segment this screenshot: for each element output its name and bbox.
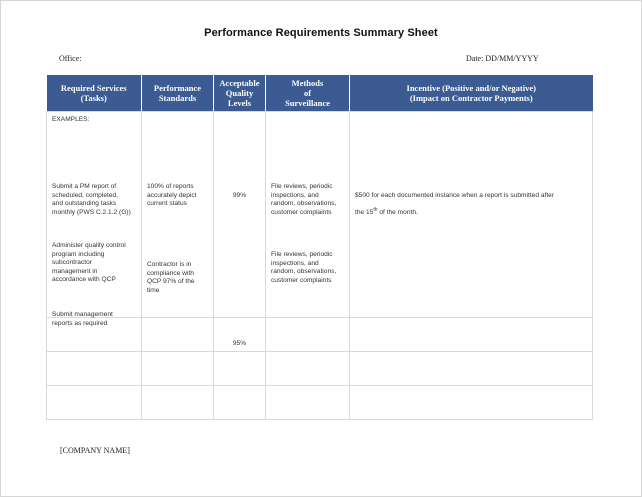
empty-cell[interactable]	[350, 318, 593, 352]
quality-level-99: 99%	[232, 192, 247, 199]
examples-label: EXAMPLES:	[52, 116, 90, 123]
empty-cell[interactable]	[266, 352, 350, 386]
empty-cell[interactable]	[214, 386, 266, 420]
empty-cell[interactable]	[47, 318, 142, 352]
empty-cell[interactable]	[142, 386, 214, 420]
empty-cell[interactable]	[47, 352, 142, 386]
office-label: Office:	[59, 54, 82, 63]
task-quality-control: Administer quality control program including subcontractor management in accordance with QCP	[52, 242, 126, 284]
examples-row	[47, 112, 593, 318]
company-name: [COMPANY NAME]	[60, 446, 130, 455]
quality-levels-cell	[214, 112, 266, 347]
requirements-table	[46, 75, 593, 420]
empty-cell[interactable]	[266, 386, 350, 420]
header-incentive: Incentive (Positive and/or Negative) (Impact on Contractor Payments)	[350, 75, 593, 112]
table-row	[47, 386, 593, 420]
surveillance-method-2: File reviews, periodic inspections, and random, observations, customer complaints	[271, 251, 337, 284]
standards-cell	[142, 112, 214, 318]
header-performance-standards: Performance Standards	[142, 75, 214, 112]
empty-cell[interactable]	[214, 318, 266, 352]
table-row	[47, 318, 593, 352]
empty-cell[interactable]	[142, 318, 214, 352]
incentive-cell	[350, 112, 593, 318]
standard-qcp-compliance: Contractor is in compliance with QCP 97% of the time	[147, 261, 195, 294]
header-surveillance-methods: Methods of Surveillance	[266, 75, 350, 112]
surveillance-cell	[266, 112, 350, 318]
tasks-cell	[47, 112, 142, 327]
date-label: Date: DD/MM/YYYY	[466, 54, 539, 63]
header-required-services: Required Services (Tasks)	[47, 75, 142, 112]
table-row	[47, 352, 593, 386]
header-quality-levels: Acceptable Quality Levels	[214, 75, 266, 112]
quality-level-95: 95%	[232, 340, 247, 347]
standard-reports-accuracy: 100% of reports accurately depict current status	[147, 183, 197, 208]
incentive-text: $500 for each documented instance when a report is submitted after the 15th of the month.	[355, 191, 555, 216]
empty-cell[interactable]	[350, 386, 593, 420]
empty-cell[interactable]	[214, 352, 266, 386]
empty-cell[interactable]	[350, 352, 593, 386]
empty-cell[interactable]	[266, 318, 350, 352]
empty-cell[interactable]	[47, 386, 142, 420]
empty-cell[interactable]	[142, 352, 214, 386]
header-row	[47, 75, 593, 112]
task-pm-report: Submit a PM report of scheduled, completed, and outstanding tasks monthly (PWS C.2.1.2 (G))	[52, 183, 131, 216]
page-title: Performance Requirements Summary Sheet	[204, 27, 438, 39]
task-management-reports: Submit management reports as required	[52, 311, 113, 327]
surveillance-method-1: File reviews, periodic inspections, and random, observations, customer complaints	[271, 183, 337, 216]
